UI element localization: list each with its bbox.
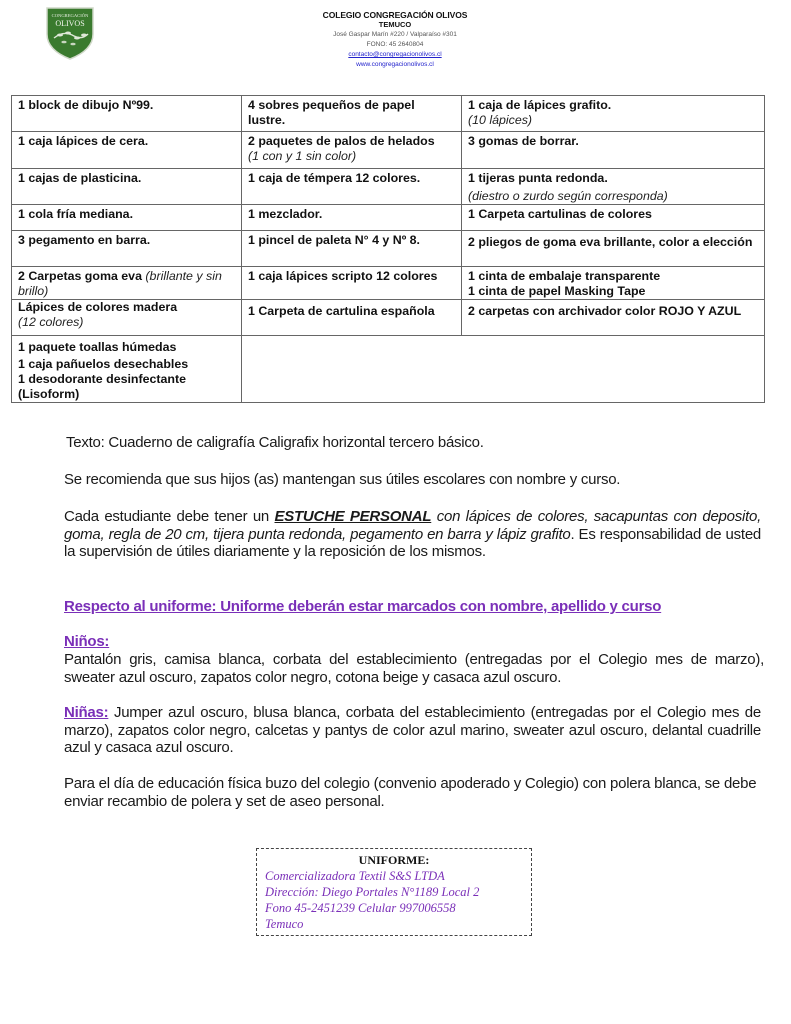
school-email-link[interactable]: contacto@congregacionolivos.cl [348,51,442,58]
table-cell [12,267,242,300]
supplies-table [11,95,765,403]
estuche-emphasis: ESTUCHE PERSONAL [274,508,432,525]
item-note: (brillante y sin brillo) [18,269,222,298]
table-cell [242,169,462,205]
estuche-italic: con lápices de colores, sacapuntas con deposito, goma, regla de 20 cm, tijera punta redonda, pegamento en barra y lápiz grafito [64,508,761,543]
table-cell [462,267,765,300]
school-name: COLEGIO CONGREGACIÓN OLIVOS [322,10,468,20]
item-note: (1 con y 1 sin color) [248,149,357,163]
girls-label: Niñas: [64,704,109,721]
item-text: 1 pincel de paleta N° 4 y Nº 8. [248,233,420,247]
item-text: 1 caja de lápices grafito. [468,98,612,112]
item-text: 2 pliegos de goma eva brillante, color a elección [468,235,753,249]
table-cell [242,132,462,169]
crest-top-text: CONGREGACIÓN [51,13,89,18]
table-row [12,205,765,231]
item-note: (10 lápices) [468,113,533,127]
item-text: (Lisoform) [18,387,80,401]
item-text: 1 caja pañuelos desechables [18,357,189,371]
supplier-address: Dirección: Diego Portales N°1189 Local 2 [265,885,480,899]
item-text: 4 sobres pequeños de papel lustre. [248,98,415,127]
item-text: 1 caja de témpera 12 colores. [248,171,421,185]
item-text: 1 mezclador. [248,207,323,221]
table-row [12,300,765,336]
table-row [12,169,765,205]
letterhead [270,10,520,70]
table-cell [462,300,765,336]
table-cell [242,96,462,132]
boys-uniform-text: Pantalón gris, camisa blanca, corbata del establecimiento (entregadas por el Colegio mes de marzo), sweater azul oscuro, zapatos color negro, cotona beige y casaca azul oscuro. [64,651,764,686]
table-cell [12,231,242,267]
table-cell [462,231,765,267]
item-text: 1 cinta de embalaje transparente [468,269,661,283]
table-cell [242,205,462,231]
item-note: (diestro o zurdo según corresponda) [468,189,668,203]
item-text: 3 gomas de borrar. [468,134,579,148]
supplier-city: Temuco [265,917,304,931]
item-text: 1 cola fría mediana. [18,207,134,221]
estuche-suffix: . Es responsabilidad de usted la supervisión de útiles diariamente y la reposición de los mismos. [64,525,761,560]
estuche-prefix: Cada estudiante debe tener un [64,508,275,525]
table-cell-empty [242,336,765,403]
item-text: 1 caja lápices de cera. [18,134,149,148]
item-text: 3 pegamento en barra. [18,233,151,247]
girls-paragraph [64,704,761,757]
table-cell [12,96,242,132]
table-cell [12,336,242,403]
item-text: 1 tijeras punta redonda. [468,171,608,185]
table-cell [462,169,765,205]
item-text: 1 Carpeta de cartulina española [248,304,435,318]
item-text: 1 desodorante desinfectante [18,372,187,386]
school-phone: FONO: 45 2640804 [366,41,424,48]
table-cell [462,96,765,132]
item-text: 1 Carpeta cartulinas de colores [468,207,652,221]
table-cell [242,300,462,336]
supplier-name: Comercializadora Textil S&S LTDA [265,869,445,883]
item-text: 1 block de dibujo Nº99. [18,98,154,112]
estuche-paragraph [64,508,761,561]
table-row [12,96,765,132]
school-address: José Gaspar Marín #220 / Valparaíso #301 [333,31,457,38]
uniform-box-title: UNIFORME: [358,853,430,867]
item-text: 1 caja lápices scripto 12 colores [248,269,438,283]
item-text: 2 paquetes de palos de helados [248,134,435,148]
table-row [12,336,765,403]
table-row [12,132,765,169]
school-city: TEMUCO [378,20,412,29]
table-cell [462,205,765,231]
item-text: 1 cajas de plasticina. [18,171,142,185]
recommendation-line: Se recomienda que sus hijos (as) mantengan sus útiles escolares con nombre y curso. [64,471,621,488]
crest-name-text: OLIVOS [55,19,85,28]
table-cell [242,231,462,267]
table-cell [12,300,242,336]
uniform-supplier-box [256,848,532,936]
table-cell [462,132,765,169]
item-text: Lápices de colores madera [18,300,178,314]
table-cell [12,132,242,169]
item-text: 2 Carpetas goma eva [18,269,142,283]
table-row [12,231,765,267]
pe-paragraph: Para el día de educación física buzo del colegio (convenio apoderado y Colegio) con polera blanca, se debe enviar recambio de polera y set de aseo personal. [64,775,757,810]
item-text: 1 cinta de papel Masking Tape [468,284,646,298]
texto-line: Texto: Cuaderno de caligrafía Caligrafix horizontal tercero básico. [66,434,484,451]
school-crest-icon [44,6,96,60]
table-cell [12,205,242,231]
uniform-heading: Respecto al uniforme: Uniforme deberán estar marcados con nombre, apellido y curso [64,598,662,615]
table-cell [242,267,462,300]
supplier-phone: Fono 45-2451239 Celular 997006558 [265,901,456,915]
girls-uniform-text: Jumper azul oscuro, blusa blanca, corbata del establecimiento (entregadas por el Colegio mes de marzo), zapatos color negro, calcetas y pantys de color azul marino, sweater azul oscuro, delantal cuadrille azul y casaca azul oscuro. [64,704,761,756]
item-note: (12 colores) [18,315,84,329]
boys-label: Niños: [64,633,110,650]
school-website-link[interactable]: www.congregacionolivos.cl [356,61,434,68]
item-text: 2 carpetas con archivador color ROJO Y AZUL [468,304,742,318]
table-row [12,267,765,300]
table-cell [12,169,242,205]
item-text: 1 paquete toallas húmedas [18,340,177,354]
